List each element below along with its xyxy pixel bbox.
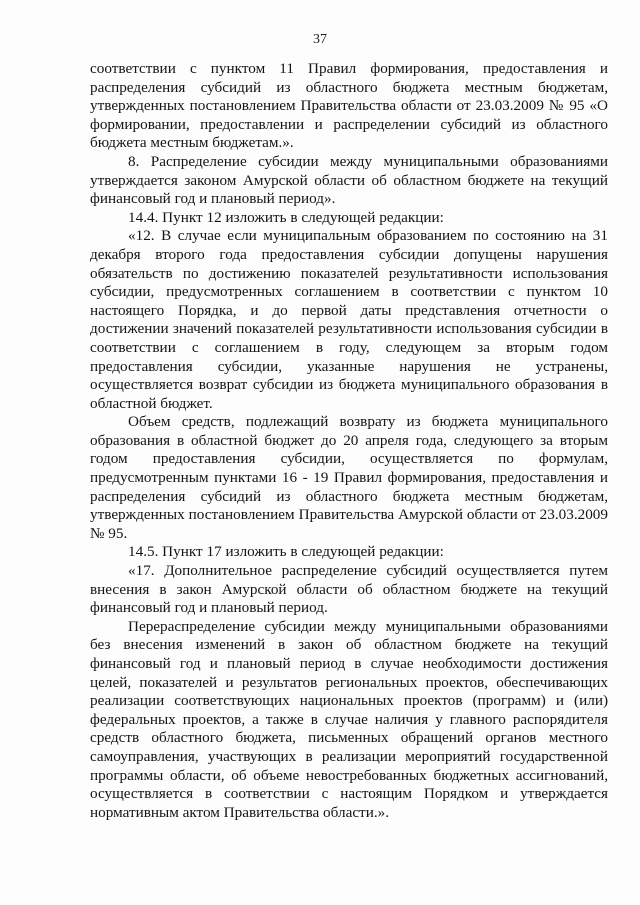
paragraph-redistribution: Перераспределение субсидии между муниципальными образованиями без внесения изменений в закон об областном бюджете на текущий финансовый год и плановый период в случае необходимости достижения целей, показателей и результатов региональных проектов, обеспечивающих реализации соответствующих национальных проектов (программ) и (или) федеральных проектов, а также в случае наличия у главного распорядителя средств областного бюджета, письменных обращений органов местного самоуправления, участвующих в реализации мероприятий государственной программы области, об объеме невостребованных бюджетных ассигнований, осуществляется в соответствии с настоящим Порядком и утверждается нормативным актом Правительства области.». xyxy=(90,617,608,821)
paragraph-item-17: «17. Дополнительное распределение субсидий осуществляется путем внесения в закон Амурской области об областном бюджете на текущий финансовый год и плановый период. xyxy=(90,562,608,617)
page-number: 37 xyxy=(313,32,327,47)
document-body xyxy=(90,60,608,822)
paragraph-item-8: 8. Распределение субсидии между муниципальными образованиями утверждается законом Амурской области об областном бюджете на текущий финансовый год и плановый период». xyxy=(90,152,608,208)
paragraph-amendment-14-4: 14.4. Пункт 12 изложить в следующей редакции: xyxy=(128,208,444,226)
paragraph-refund-volume: Объем средств, подлежащий возврату из бюджета муниципального образования в областной бюджет до 20 апреля года, следующего за вторым годом предоставления субсидии, осуществляется по формулам, предусмотренным пунктами 16 - 19 Правил формирования, предоставления и распределения субсидий из областного бюджета местным бюджетам, утвержденных постановлением Правительства Амурской области от 23.03.2009 № 95. xyxy=(90,413,608,542)
paragraph-amendment-14-5: 14.5. Пункт 17 изложить в следующей редакции: xyxy=(128,543,444,561)
paragraph-continuation: соответствии с пунктом 11 Правил формирования, предоставления и распределения субсидий из областного бюджета местным бюджетам, утвержденных постановлением Правительства области от 23.03.2009 № 95 «О формировании, предоставлении и распределении субсидий из областного бюджета местным бюджетам.». xyxy=(90,60,608,152)
paragraph-item-12: «12. В случае если муниципальным образованием по состоянию на 31 декабря второго года предоставления субсидии допущены нарушения обязательств по достижению показателей результативности использования субсидии, предусмотренных соглашением в соответствии с пунктом 10 настоящего Порядка, и до первой даты представления отчетности о достижении значений показателей результативности использования субсидии в соответствии с соглашением в году, следующем за вторым годом предоставления субсидии, указанные нарушения не устранены, осуществляется возврат субсидии из бюджета муниципального образования в областной бюджет. xyxy=(90,227,608,412)
